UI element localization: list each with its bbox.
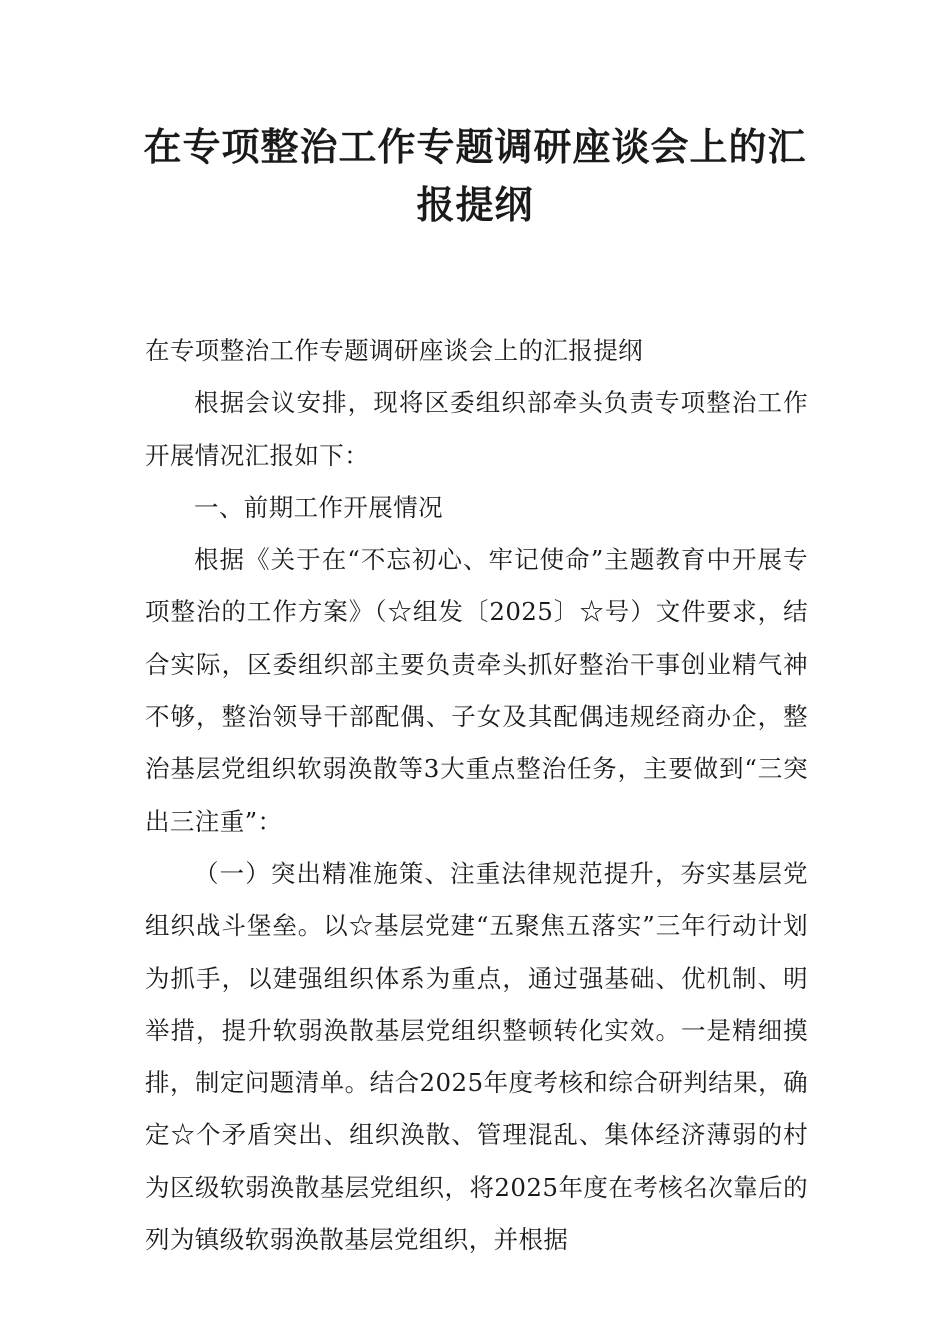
body-paragraph: （一）突出精准施策、注重法律规范提升，夯实基层党组织战斗堡垒。以☆基层党建“五聚焦五落实”三年行动计划为抓手，以建强组织体系为重点，通过强基础、优机制、明举措，提升软弱涣散基层党组织整顿转化实效。一是精细摸排，制定问题清单。结合2025年度考核和综合研判结果，确定☆个矛盾突出、组织涣散、管理混乱、集体经济薄弱的村为区级软弱涣散基层党组织，将2025年度在考核名次靠后的列为镇级软弱涣散基层党组织，并根据	[145, 858, 808, 1255]
document-title: 在专项整治工作专题调研座谈会上的汇报提纲	[143, 125, 807, 227]
body-paragraph: 根据《关于在“不忘初心、牢记使命”主题教育中开展专项整治的工作方案》（☆组发〔2025〕☆号）文件要求，结合实际，区委组织部主要负责牵头抓好整治干事创业精气神不够，整治领导干部配偶、子女及其配偶违规经商办企，整治基层党组织软弱涣散等3大重点整治任务，主要做到“三突出三注重”：	[145, 545, 808, 836]
section-heading: 一、前期工作开展情况	[194, 492, 443, 522]
document-body	[145, 325, 808, 1266]
intro-paragraph: 根据会议安排，现将区委组织部牵头负责专项整治工作开展情况汇报如下：	[145, 388, 808, 470]
body-heading-line: 在专项整治工作专题调研座谈会上的汇报提纲	[145, 336, 643, 365]
